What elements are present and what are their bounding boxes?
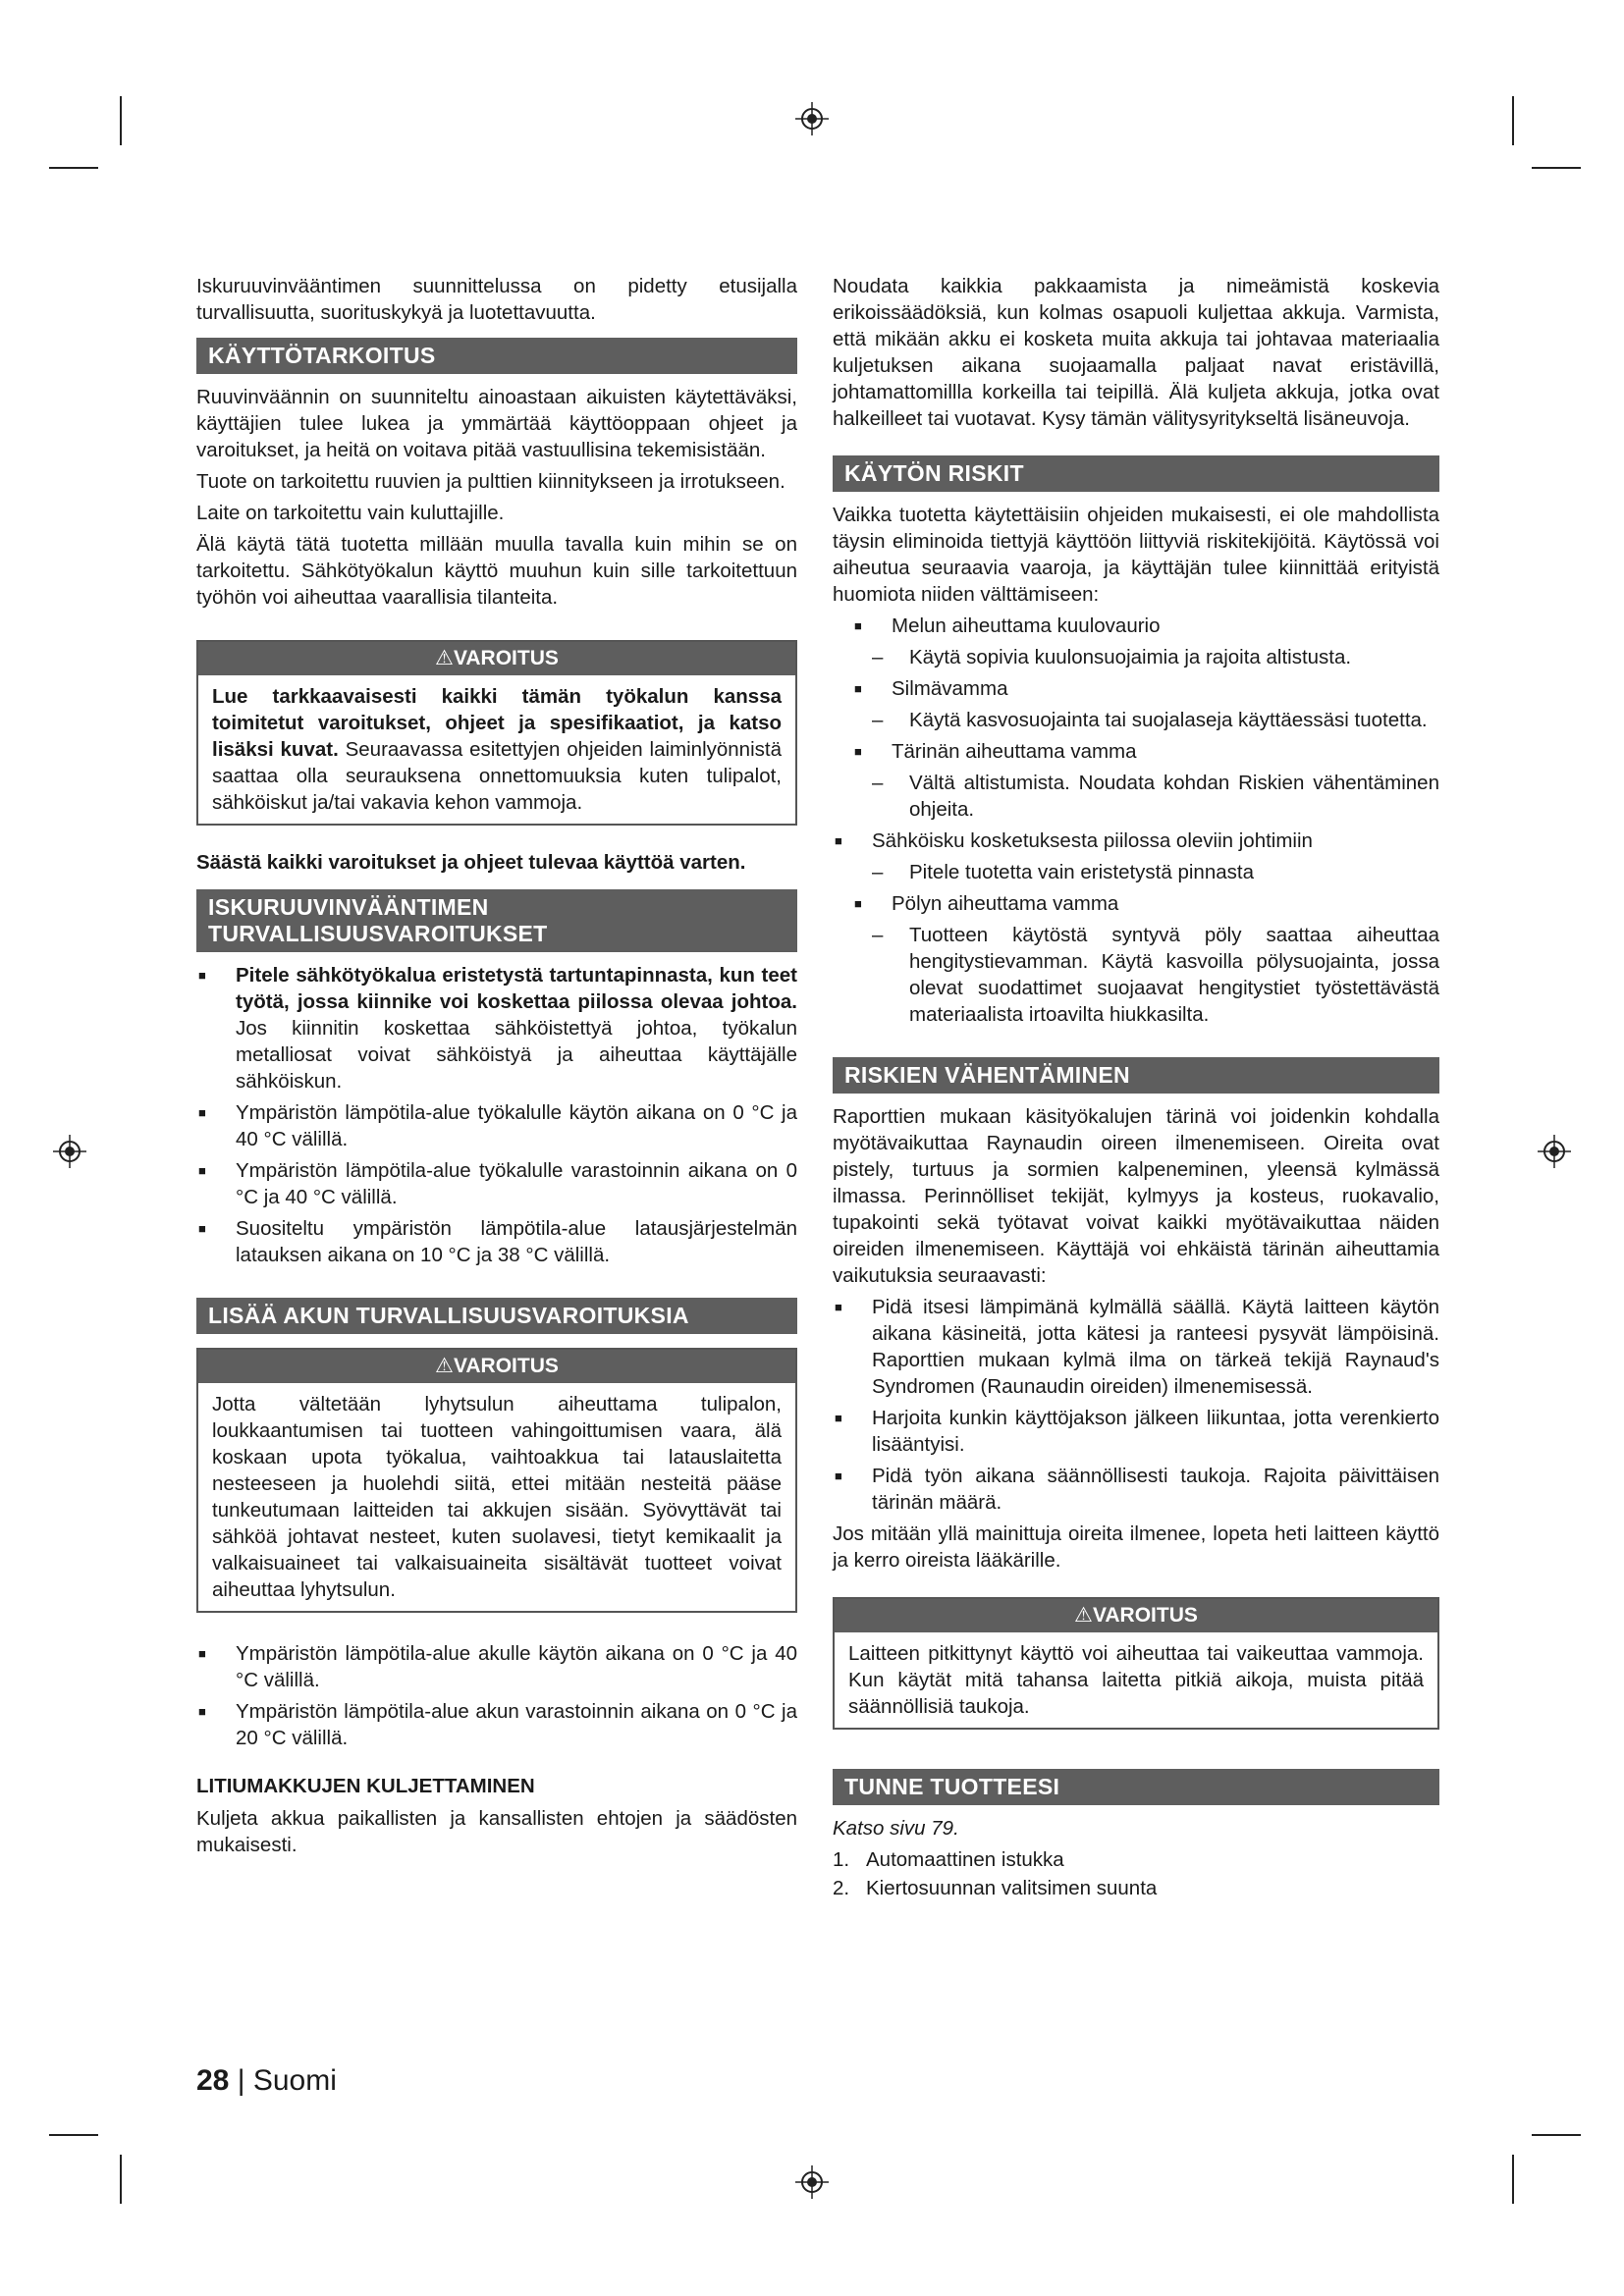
subitem-text: Käytä sopivia kuulonsuojaimia ja rajoita altistusta. — [909, 646, 1352, 668]
list-subitem — [872, 770, 1439, 823]
bullet-text: Sähköisku kosketuksesta piilossa oleviin johtimiin — [872, 829, 1313, 852]
bullet-square-icon: ■ — [198, 1221, 206, 1236]
warning-bold-text: Lue tarkkaavaisesti kaikki tämän työkalun kanssa toimitetut varoitukset, ohjeet ja spesifikaatiot, ja katso lisäksi kuvat. — [212, 685, 782, 761]
bullet-square-icon: ■ — [835, 1411, 842, 1425]
numbered-item — [833, 1875, 1439, 1901]
list-item — [196, 1640, 797, 1693]
registration-mark-icon — [53, 1135, 86, 1168]
paragraph: Jos mitään yllä mainittuja oireita ilmenee, lopeta heti laitteen käyttö ja kerro oireista lääkärille. — [833, 1522, 1439, 1572]
page-footer — [196, 2063, 337, 2099]
bullet-square-icon: ■ — [854, 896, 862, 911]
bullet-text: Tärinän aiheuttama vamma — [892, 740, 1137, 763]
bullet-square-icon: ■ — [854, 681, 862, 696]
bullet-text: Suositeltu ympäristön lämpötila-alue latausjärjestelmän latauksen aikana on 10 °C ja 38 °C välillä. — [236, 1217, 797, 1266]
list-item — [196, 1215, 797, 1268]
bullet-square-icon: ■ — [835, 1300, 842, 1314]
list-item — [833, 828, 1439, 854]
warning-header — [835, 1599, 1437, 1632]
paragraph: Älä käytä tätä tuotetta millään muulla tavalla kuin mihin se on tarkoitettu. Sähkötyökalun käyttö muuhun kuin sille tarkoitettuun työhön voi aiheuttaa vaarallisia tilanteita. — [196, 533, 797, 609]
section-heading: LISÄÄ AKUN TURVALLISUUSVAROITUKSIA — [196, 1298, 797, 1334]
dash-marker: – — [872, 924, 884, 946]
bullet-text: Ympäristön lämpötila-alue akulle käytön aikana on 0 °C ja 40 °C välillä. — [236, 1642, 797, 1691]
bullet-square-icon: ■ — [198, 1105, 206, 1120]
bullet-square-icon: ■ — [198, 1646, 206, 1661]
left-column — [196, 273, 797, 1863]
warning-title: VAROITUS — [453, 1355, 559, 1377]
warning-triangle-icon: ⚠ — [435, 647, 454, 669]
list-item — [833, 1294, 1439, 1400]
warning-box — [833, 1597, 1439, 1730]
list-item — [196, 962, 797, 1095]
bullet-text: Pidä itsesi lämpimänä kylmällä säällä. Käytä laitteen käytön aikana käsineitä, jotta kätesi ja ranteesi pysyvät lämpöisinä. Raporttien mukaan kylmä ilma on tärkeä tekijä Raynaud's Syndromen (Raunaudin oireiden) ilmenemisessä. — [872, 1296, 1439, 1398]
bullet-square-icon: ■ — [198, 1163, 206, 1178]
item-number: 2. — [833, 1877, 850, 1899]
warning-body — [835, 1632, 1437, 1728]
registration-mark-icon — [795, 2165, 829, 2199]
bullet-square-icon: ■ — [198, 1704, 206, 1719]
bullet-text: Silmävamma — [892, 677, 1008, 700]
list-subitem — [872, 859, 1439, 885]
list-item — [852, 890, 1439, 917]
bullet-square-icon: ■ — [198, 968, 206, 983]
bullet-text: Harjoita kunkin käyttöjakson jälkeen liikuntaa, jotta verenkierto lisääntyisi. — [872, 1407, 1439, 1456]
list-subitem — [872, 644, 1439, 670]
crop-mark — [49, 167, 98, 169]
subitem-text: Käytä kasvosuojainta tai suojalaseja käyttäessäsi tuotetta. — [909, 709, 1428, 731]
dash-marker: – — [872, 861, 884, 883]
bullet-square-icon: ■ — [854, 618, 862, 633]
section-heading — [196, 889, 797, 952]
crop-mark — [1532, 2134, 1581, 2136]
crop-mark — [120, 2155, 122, 2204]
page-number: 28 — [196, 2064, 230, 2097]
section-heading: RISKIEN VÄHENTÄMINEN — [833, 1057, 1439, 1094]
registration-mark-icon — [795, 102, 829, 135]
subitem-text: Vältä altistumista. Noudata kohdan Riskien vähentäminen ohjeita. — [909, 772, 1439, 821]
crop-mark — [1532, 167, 1581, 169]
bullet-text: Melun aiheuttama kuulovaurio — [892, 614, 1161, 637]
bullet-square-icon: ■ — [835, 833, 842, 848]
crop-mark — [49, 2134, 98, 2136]
crop-mark — [120, 96, 122, 145]
warning-header — [198, 1350, 795, 1383]
crop-mark — [1512, 96, 1514, 145]
bullet-text: Ympäristön lämpötila-alue akun varastoinnin aikana on 0 °C ja 20 °C välillä. — [236, 1700, 797, 1749]
section-heading: TUNNE TUOTTEESI — [833, 1769, 1439, 1805]
intro-paragraph: Noudata kaikkia pakkaamista ja nimeämistä koskevia erikoissäädöksiä, kun kolmas osapuoli kuljettaa akkuja. Varmista, että mikään akku ei kosketa muita akkuja tai johtavaa materiaalia kuljetuksen aikana suojaamalla paljaat navat eristävillä, johtamattomillla korkeilla tai teipillä. Älä kuljeta akkuja, jotka ovat halkeilleet tai vuotavat. Kysy tämän välitysyritykseltä lisäneuvoja. — [833, 275, 1439, 430]
save-note: Säästä kaikki varoitukset ja ohjeet tulevaa käyttöä varten. — [196, 851, 746, 874]
section-heading-line: TURVALLISUUSVAROITUKSET — [208, 921, 548, 946]
list-item — [852, 675, 1439, 702]
subheading: LITIUMAKKUJEN KULJETTAMINEN — [196, 1775, 535, 1797]
bullet-text: Ympäristön lämpötila-alue työkalulle käytön aikana on 0 °C ja 40 °C välillä. — [236, 1101, 797, 1150]
dash-marker: – — [872, 646, 884, 668]
dash-marker: – — [872, 772, 884, 794]
warning-title: VAROITUS — [1092, 1604, 1198, 1627]
list-item — [852, 738, 1439, 765]
bullet-bold-text: Pitele sähkötyökalua eristetystä tartuntapinnasta, kun teet työtä, jossa kiinnike voi koskettaa piilossa olevaa johtoa. — [236, 964, 797, 1013]
item-text: Automaattinen istukka — [866, 1848, 1064, 1871]
item-number: 1. — [833, 1848, 850, 1871]
paragraph: Raporttien mukaan käsityökalujen tärinä voi joidenkin kohdalla myötävaikuttaa Raynaudin oireen ilmenemiseen. Oireita ovat pistely, turtuus ja sormien kalpeneminen, yleensä kylmässä ilmassa. Perinnölliset tekijät, kylmyys ja kosteus, ruokavalio, tupakointi sekä työtavat voivat kaikki myötävaikuttaa näiden oireiden ilmenemiseen. Käyttäjä voi ehkäistä tärinän aiheuttamia vaikutuksia seuraavasti: — [833, 1105, 1439, 1287]
warning-triangle-icon: ⚠ — [1074, 1604, 1093, 1627]
registration-mark-icon — [1538, 1135, 1571, 1168]
paragraph: Ruuvinväännin on suunniteltu ainoastaan aikuisten käytettäväksi, käyttäjien tulee lukea ja ymmärtää käyttöoppaan ohjeet ja varoitukset, ja heitä on voitava pitää vastuullisina tekemisistään. — [196, 386, 797, 461]
warning-header — [198, 642, 795, 675]
warning-box — [196, 640, 797, 826]
warning-text: Seuraavassa esitettyjen ohjeiden laiminlyönnistä saattaa olla seurauksena onnettomuuksia kuten tulipalot, sähköiskut ja/tai vakavia kehon vammoja. — [212, 738, 782, 814]
list-subitem — [872, 707, 1439, 733]
bullet-text: Ympäristön lämpötila-alue työkalulle varastoinnin aikana on 0 °C ja 40 °C välillä. — [236, 1159, 797, 1208]
page-reference: Katso sivu 79. — [833, 1817, 959, 1840]
warning-box — [196, 1348, 797, 1613]
right-column — [833, 273, 1439, 1903]
warning-body — [198, 1383, 795, 1611]
paragraph: Tuote on tarkoitettu ruuvien ja pulttien kiinnitykseen ja irrotukseen. — [196, 470, 785, 493]
bullet-text: Pölyn aiheuttama vamma — [892, 892, 1119, 915]
list-item — [196, 1099, 797, 1152]
warning-triangle-icon: ⚠ — [435, 1355, 454, 1377]
section-heading: KÄYTTÖTARKOITUS — [196, 338, 797, 374]
bullet-text: Pidä työn aikana säännöllisesti taukoja. Rajoita päivittäisen tärinän määrä. — [872, 1465, 1439, 1514]
dash-marker: – — [872, 709, 884, 731]
list-item — [833, 1405, 1439, 1458]
list-subitem — [872, 922, 1439, 1028]
list-item — [833, 1463, 1439, 1516]
bullet-square-icon: ■ — [835, 1468, 842, 1483]
paragraph: Laite on tarkoitettu vain kuluttajille. — [196, 502, 505, 524]
list-item — [196, 1698, 797, 1751]
item-text: Kiertosuunnan valitsimen suunta — [866, 1877, 1158, 1899]
section-heading-line: ISKURUUVINVÄÄNTIMEN — [208, 894, 489, 920]
intro-paragraph: Iskuruuvinvääntimen suunnittelussa on pidetty etusijalla turvallisuutta, suorituskykyä ja luotettavuutta. — [196, 275, 797, 324]
subitem-text: Pitele tuotetta vain eristetystä pinnasta — [909, 861, 1254, 883]
warning-title: VAROITUS — [453, 647, 559, 669]
warning-text: Jotta vältetään lyhytsulun aiheuttama tulipalon, loukkaantumisen tai tuotteen vahingoittumisen vaara, älä koskaan upota työkalua, vaihtoakkua tai latauslaitetta nesteeseen ja huolehdi siitä, ettei mitään nesteitä pääse tunkeutumaan laitteiden tai akkujen sisään. Syövyttävät tai sähköä johtavat nesteet, kuten suolavesi, tietyt kemikaalit ja valkaisuaineet tai valkaisuaineita sisältävät tuotteet voivat aiheuttaa lyhytsulun. — [212, 1393, 782, 1601]
paragraph: Vaikka tuotetta käytettäisiin ohjeiden mukaisesti, ei ole mahdollista täysin eliminoida tiettyjä käyttöön liittyviä riskitekijöitä. Käytössä voi aiheutua seuraavia vaaroja, ja käyttäjän tulee kiinnittää erityistä huomiota niiden välttämiseen: — [833, 504, 1439, 606]
warning-text: Laitteen pitkittynyt käyttö voi aiheuttaa tai vaikeuttaa vammoja. Kun käytät mitä tahansa laitetta pitkiä aikoja, muista pitää säännöllisiä taukoja. — [848, 1642, 1424, 1718]
list-item — [196, 1157, 797, 1210]
numbered-item — [833, 1846, 1439, 1873]
list-item — [852, 613, 1439, 639]
footer-language: Suomi — [252, 2064, 337, 2097]
warning-body — [198, 675, 795, 824]
bullet-square-icon: ■ — [854, 744, 862, 759]
section-heading: KÄYTÖN RISKIT — [833, 455, 1439, 492]
footer-separator: | — [229, 2064, 253, 2097]
paragraph: Kuljeta akkua paikallisten ja kansallisten ehtojen ja säädösten mukaisesti. — [196, 1807, 797, 1856]
crop-mark — [1512, 2155, 1514, 2204]
bullet-text: Jos kiinnitin koskettaa sähköistettyä johtoa, työkalun metalliosat voivat sähköistyä ja aiheuttaa käyttäjälle sähköiskun. — [236, 1017, 797, 1093]
subitem-text: Tuotteen käytöstä syntyvä pöly saattaa aiheuttaa hengitystievamman. Käytä kasvoilla pölysuojainta, jossa olevat suodattimet suojaavat hengitystiet työstettävästä materiaalista irtoavilta hiukkasilta. — [909, 924, 1439, 1026]
